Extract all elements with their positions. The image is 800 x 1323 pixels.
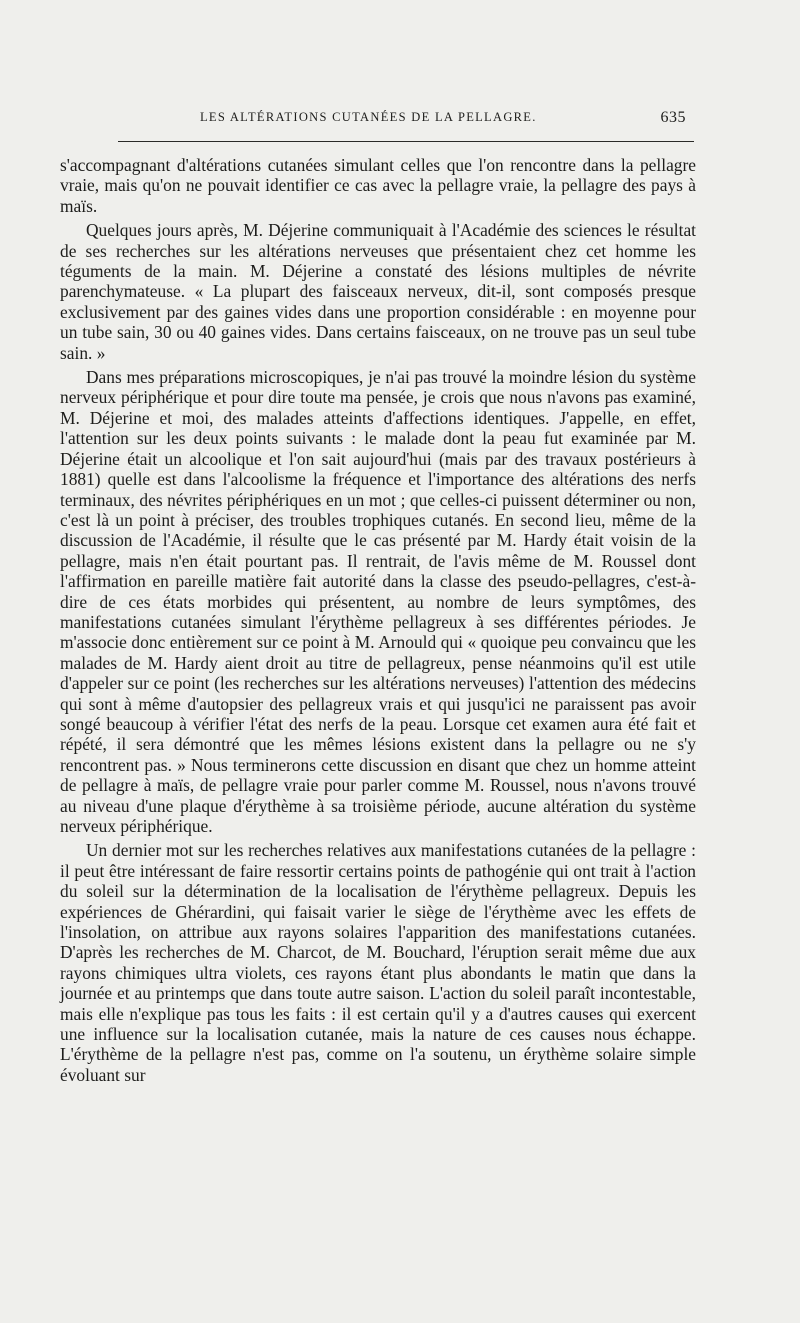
page-number: 635 xyxy=(660,109,686,126)
running-head xyxy=(118,110,694,130)
paragraph-dernier-mot: Un dernier mot sur les recherches relatives aux manifestations cutanées de la pellagre : il peut être intéressant de faire ressortir certains points de pathogénie qui ont trait à l'action du soleil sur la détermination de la localisation de l'érythème pellagreux. Depuis les expériences de Ghérardini, qui faisait varier le siège de l'érythème avec les effets de l'insolation, on attribue aux rayons solaires l'apparition des manifestations cutanées. D'après les recherches de M. Charcot, de M. Bouchard, l'éruption serait même due aux rayons chimiques ultra violets, ces rayons étant plus abondants le matin que dans la journée et au printemps que dans toute autre saison. L'action du soleil paraît incontestable, mais elle n'explique pas tous les faits : il est certain qu'il y a d'autres causes qui exercent une influence sur la localisation cutanée, mais la nature de ces causes nous échappe. L'érythème de la pellagre n'est pas, comme on l'a soutenu, un érythème solaire simple évoluant sur xyxy=(60,840,696,1085)
paragraph-continued: s'accompagnant d'altérations cutanées simulant celles que l'on rencontre dans la pellagre vraie, mais qu'on ne pouvait identifier ce cas avec la pellagre vraie, la pellagre des pays à maïs. xyxy=(60,155,696,216)
body-text xyxy=(60,155,696,1085)
running-title: LES ALTÉRATIONS CUTANÉES DE LA PELLAGRE. xyxy=(200,110,537,124)
paragraph-preparations: Dans mes préparations microscopiques, je n'ai pas trouvé la moindre lésion du système nerveux périphérique et pour dire toute ma pensée, je crois que nous n'avons pas examiné, M. Déjerine et moi, des malades atteints d'affections identiques. J'appelle, en effet, l'attention sur les deux points suivants : le malade dont la peau fut examinée par M. Déjerine était un alcoolique et l'on sait aujourd'hui (mais par des travaux postérieurs à 1881) quelle est dans l'alcoolisme la fréquence et l'importance des altérations des nerfs terminaux, des névrites périphériques en un mot ; que celles-ci puissent déterminer ou non, c'est là un point à préciser, des troubles trophiques cutanés. En second lieu, même de la discussion de l'Académie, il résulte que le cas présenté par M. Hardy était voisin de la pellagre, mais n'en était pourtant pas. Il rentrait, de l'avis même de M. Roussel dont l'affirmation en pareille matière fait autorité dans la classe des pseudo-pellagres, c'est-à-dire de ces états morbides qui présentent, au nombre de leurs symptômes, des manifestations cutanées simulant l'érythème pellagreux à ses différentes périodes. Je m'associe donc entièrement sur ce point à M. Arnould qui « quoique peu convaincu que les malades de M. Hardy aient droit au titre de pellagreux, pense néanmoins qu'il est utile d'appeler sur ce point (les recherches sur les altérations nerveuses) l'attention des médecins qui sont à même d'autopsier des pellagreux vrais et qui jusqu'ici ne paraissent pas avoir songé beaucoup à vérifier l'état des nerfs de la peau. Lorsque cet examen aura été fait et répété, il sera démontré que les mêmes lésions existent dans la pellagre ou ne s'y rencontrent pas. » Nous terminerons cette discussion en disant que chez un homme atteint de pellagre à maïs, de pellagre vraie pour parler comme M. Roussel, nous n'avons trouvé au niveau d'une plaque d'érythème à sa troisième période, aucune altération du système nerveux périphérique. xyxy=(60,367,696,836)
header-rule xyxy=(118,141,694,142)
paragraph-dejerine: Quelques jours après, M. Déjerine communiquait à l'Académie des sciences le résultat de ses recherches sur les altérations nerveuses que présentaient chez cet homme les téguments de la main. M. Déjerine a constaté des lésions multiples de névrite parenchymateuse. « La plupart des faisceaux nerveux, dit-il, sont composés presque exclusivement par des gaines vides dans une proportion considérable : en moyenne pour un tube sain, 30 ou 40 gaines vides. Dans certains faisceaux, on ne trouve pas un seul tube sain. » xyxy=(60,220,696,363)
